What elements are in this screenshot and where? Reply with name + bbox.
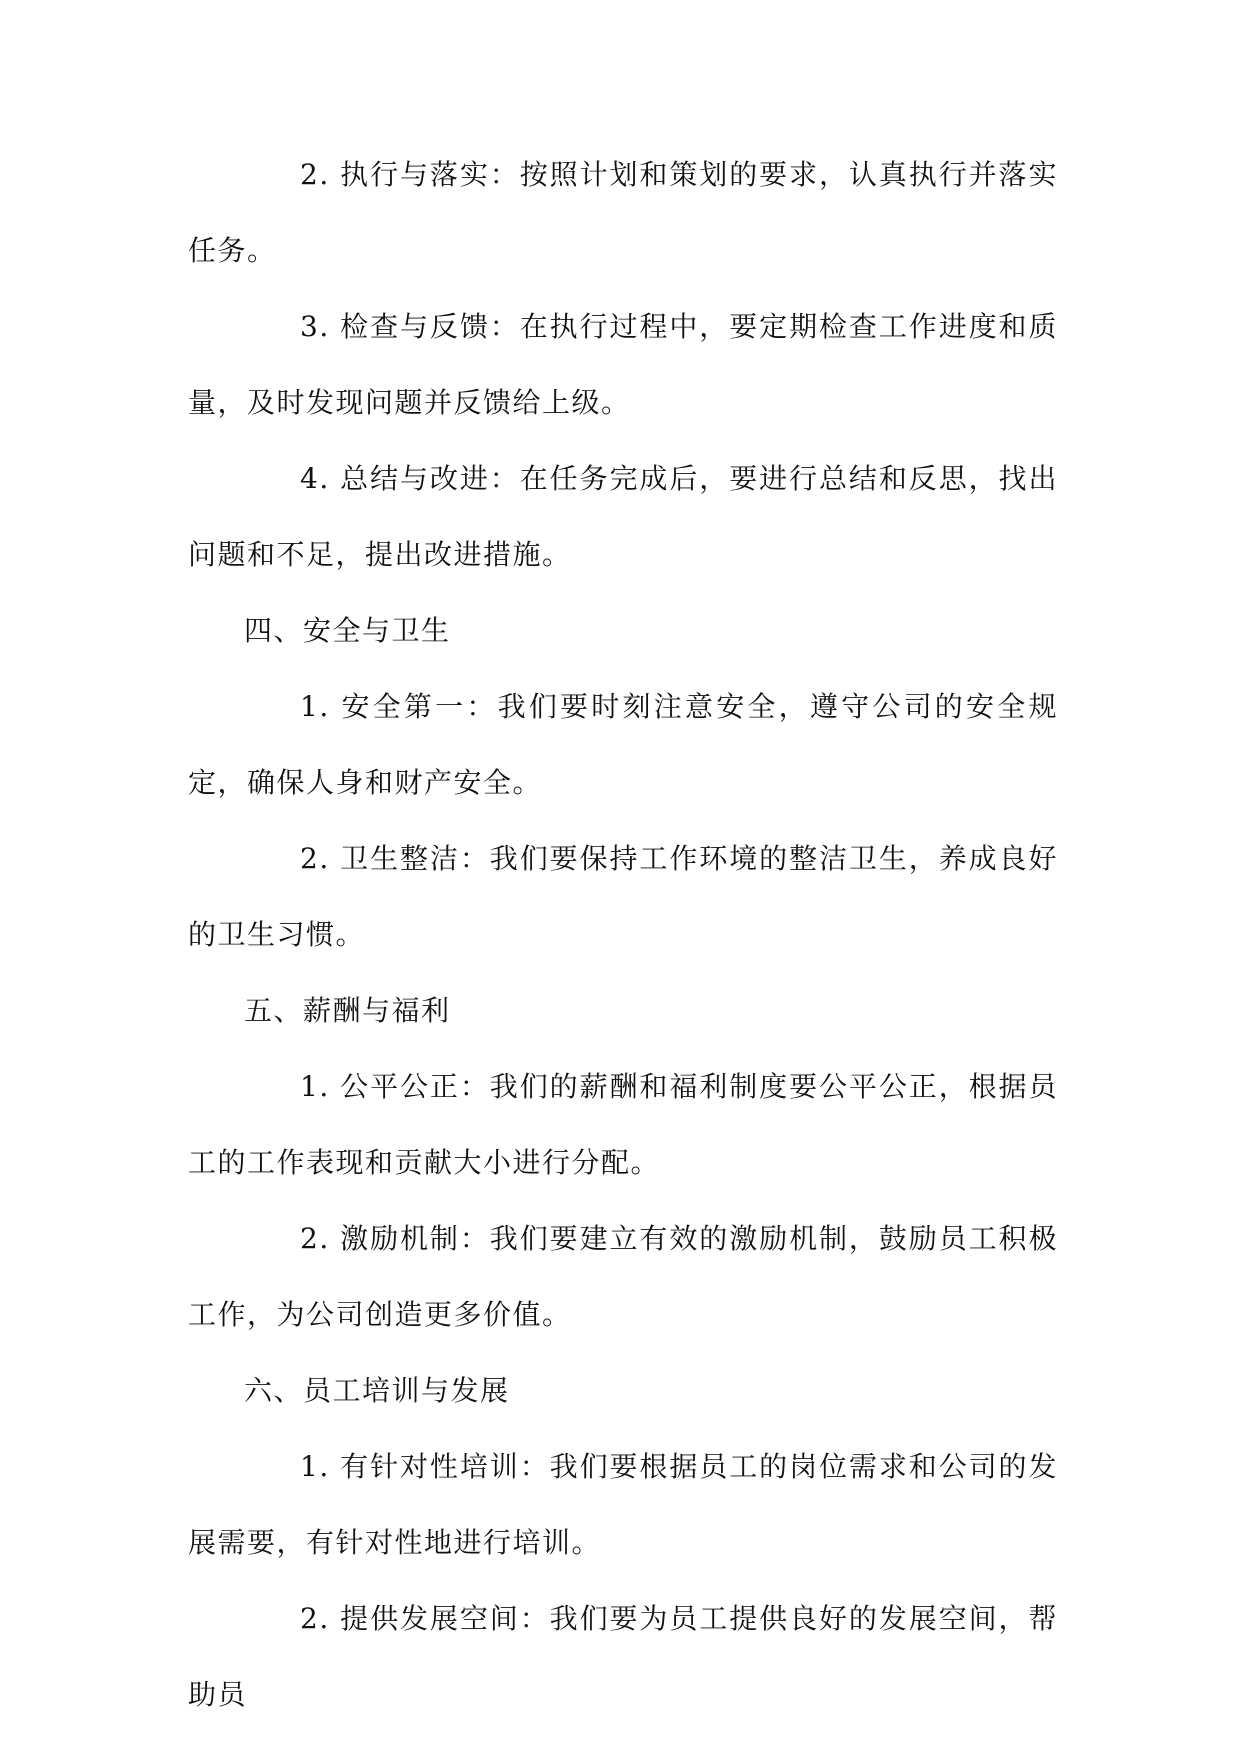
- item-number: 1.: [300, 1070, 330, 1103]
- paragraph-safety-1: [188, 669, 1058, 821]
- paragraph-safety-2: [188, 821, 1058, 973]
- paragraph-salary-2: [188, 1201, 1058, 1353]
- item-number: 2.: [300, 158, 330, 191]
- document-body: [188, 137, 1058, 1733]
- paragraph-text: 公平公正：我们的薪酬和福利制度要公平公正，根据员工的工作表现和贡献大小进行分配。: [188, 1070, 1058, 1179]
- paragraph-training-2: [188, 1581, 1058, 1733]
- paragraph-item-4: [188, 441, 1058, 593]
- paragraph-text: 有针对性培训：我们要根据员工的岗位需求和公司的发展需要，有针对性地进行培训。: [188, 1450, 1058, 1559]
- paragraph-text: 总结与改进：在任务完成后，要进行总结和反思，找出问题和不足，提出改进措施。: [188, 462, 1058, 571]
- paragraph-text: 执行与落实：按照计划和策划的要求，认真执行并落实任务。: [188, 158, 1058, 267]
- paragraph-item-2: [188, 137, 1058, 289]
- paragraph-text: 卫生整洁：我们要保持工作环境的整洁卫生，养成良好的卫生习惯。: [188, 842, 1058, 951]
- paragraph-training-1: [188, 1429, 1058, 1581]
- item-number: 2.: [300, 1602, 330, 1635]
- paragraph-salary-1: [188, 1049, 1058, 1201]
- item-number: 4.: [300, 462, 330, 495]
- section-heading-salary: 五、薪酬与福利: [244, 994, 451, 1027]
- item-number: 1.: [300, 1450, 330, 1483]
- paragraph-item-3: [188, 289, 1058, 441]
- section-heading-safety: 四、安全与卫生: [244, 614, 451, 647]
- paragraph-text: 检查与反馈：在执行过程中，要定期检查工作进度和质量，及时发现问题并反馈给上级。: [188, 310, 1058, 419]
- item-number: 2.: [300, 842, 330, 875]
- paragraph-text: 激励机制：我们要建立有效的激励机制，鼓励员工积极工作，为公司创造更多价值。: [188, 1222, 1058, 1331]
- item-number: 1.: [300, 690, 330, 723]
- section-heading-training: 六、员工培训与发展: [244, 1374, 510, 1407]
- paragraph-text: 提供发展空间：我们要为员工提供良好的发展空间，帮助员: [188, 1602, 1058, 1711]
- paragraph-text: 安全第一：我们要时刻注意安全，遵守公司的安全规定，确保人身和财产安全。: [188, 690, 1058, 799]
- item-number: 3.: [300, 310, 330, 343]
- item-number: 2.: [300, 1222, 330, 1255]
